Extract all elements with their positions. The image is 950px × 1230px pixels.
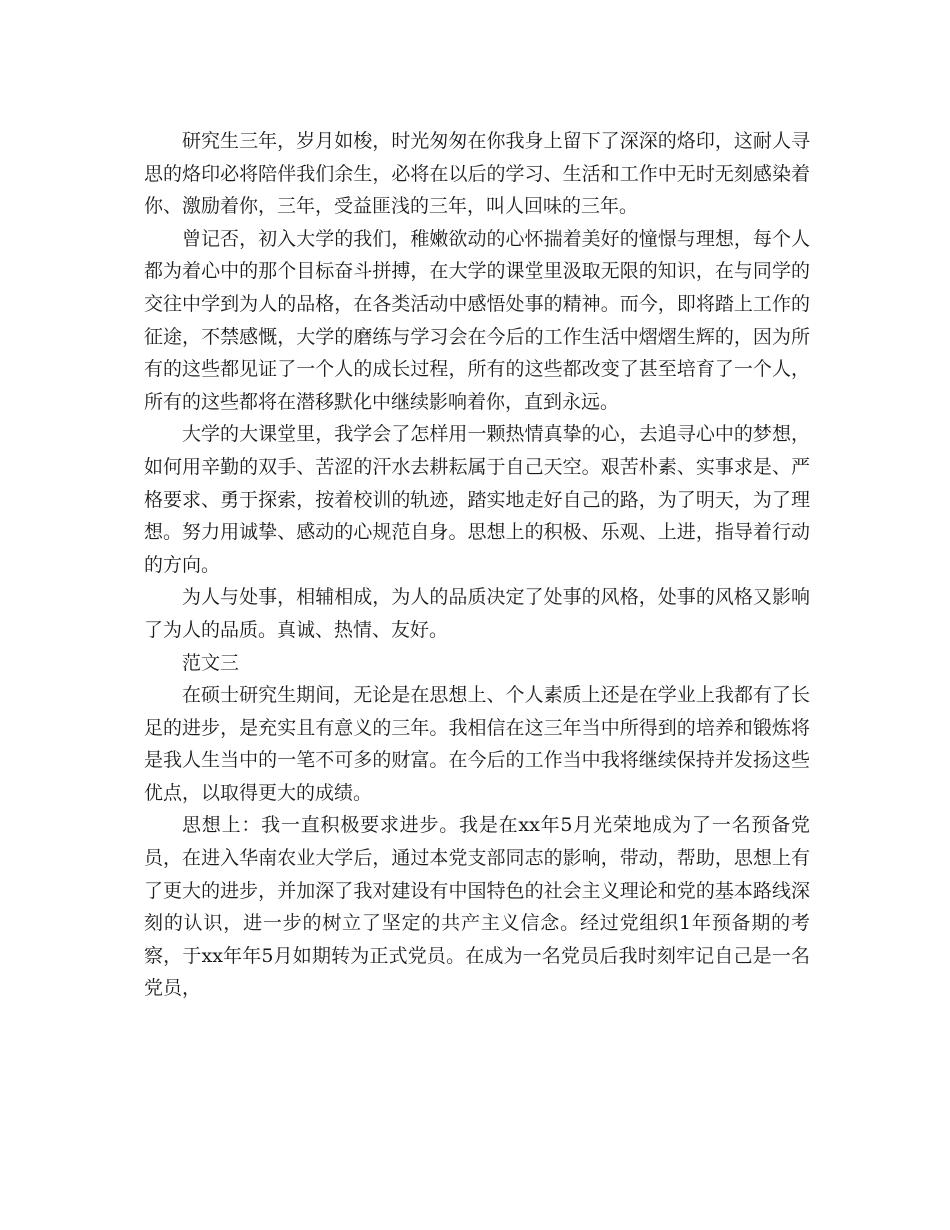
section-heading-sample-three: 范文三 (182, 651, 240, 674)
paragraph-ideology: 思想上：我一直积极要求进步。我是在xx年5月光荣地成为了一名预备党员，在进入华南农业大学后，通过本党支部同志的影响，带动，帮助，思想上有了更大的进步，并加深了我对建设有中国特色的社会主义理论和党的基本路线深刻的认识，进一步的树立了坚定的共产主义信念。经过党组织1年预备期的考察，于xx年年5月如期转为正式党员。在成为一名党员后我时刻牢记自己是一名党员， (144, 814, 810, 1000)
paragraph-conduct: 为人与处事，相辅相成，为人的品质决定了处事的风格，处事的风格又影响了为人的品质。真诚、热情、友好。 (144, 586, 810, 641)
document-body (144, 125, 810, 1005)
paragraph-college-classroom: 大学的大课堂里，我学会了怎样用一颗热情真挚的心，去追寻心中的梦想，如何用辛勤的双手、苦涩的汗水去耕耘属于自己天空。艰苦朴素、实事求是、严格要求、勇于探索，按着校训的轨迹，踏实地走好自己的路，为了明天，为了理想。努力用诚挚、感动的心规范自身。思想上的积极、乐观、上进，指导着行动的方向。 (144, 423, 810, 576)
paragraph-remember-college: 曾记否，初入大学的我们，稚嫩欲动的心怀揣着美好的憧憬与理想，每个人都为着心中的那个目标奋斗拼搏，在大学的课堂里汲取无限的知识，在与同学的交往中学到为人的品格，在各类活动中感悟处事的精神。而今，即将踏上工作的征途，不禁感慨，大学的磨练与学习会在今后的工作生活中熠熠生辉的，因为所有的这些都见证了一个人的成长过程，所有的这些都改变了甚至培育了一个人，所有的这些都将在潜移默化中继续影响着你，直到永远。 (144, 227, 810, 413)
paragraph-masters-period: 在硕士研究生期间，无论是在思想上、个人素质上还是在学业上我都有了长足的进步，是充实且有意义的三年。我相信在这三年当中所得到的培养和锻炼将是我人生当中的一笔不可多的财富。在今后的工作当中我将继续保持并发扬这些优点，以取得更大的成绩。 (144, 684, 810, 804)
paragraph-graduate-three-years: 研究生三年，岁月如梭，时光匆匆在你我身上留下了深深的烙印，这耐人寻思的烙印必将陪伴我们余生，必将在以后的学习、生活和工作中无时无刻感染着你、激励着你，三年，受益匪浅的三年，叫人回味的三年。 (144, 130, 810, 218)
